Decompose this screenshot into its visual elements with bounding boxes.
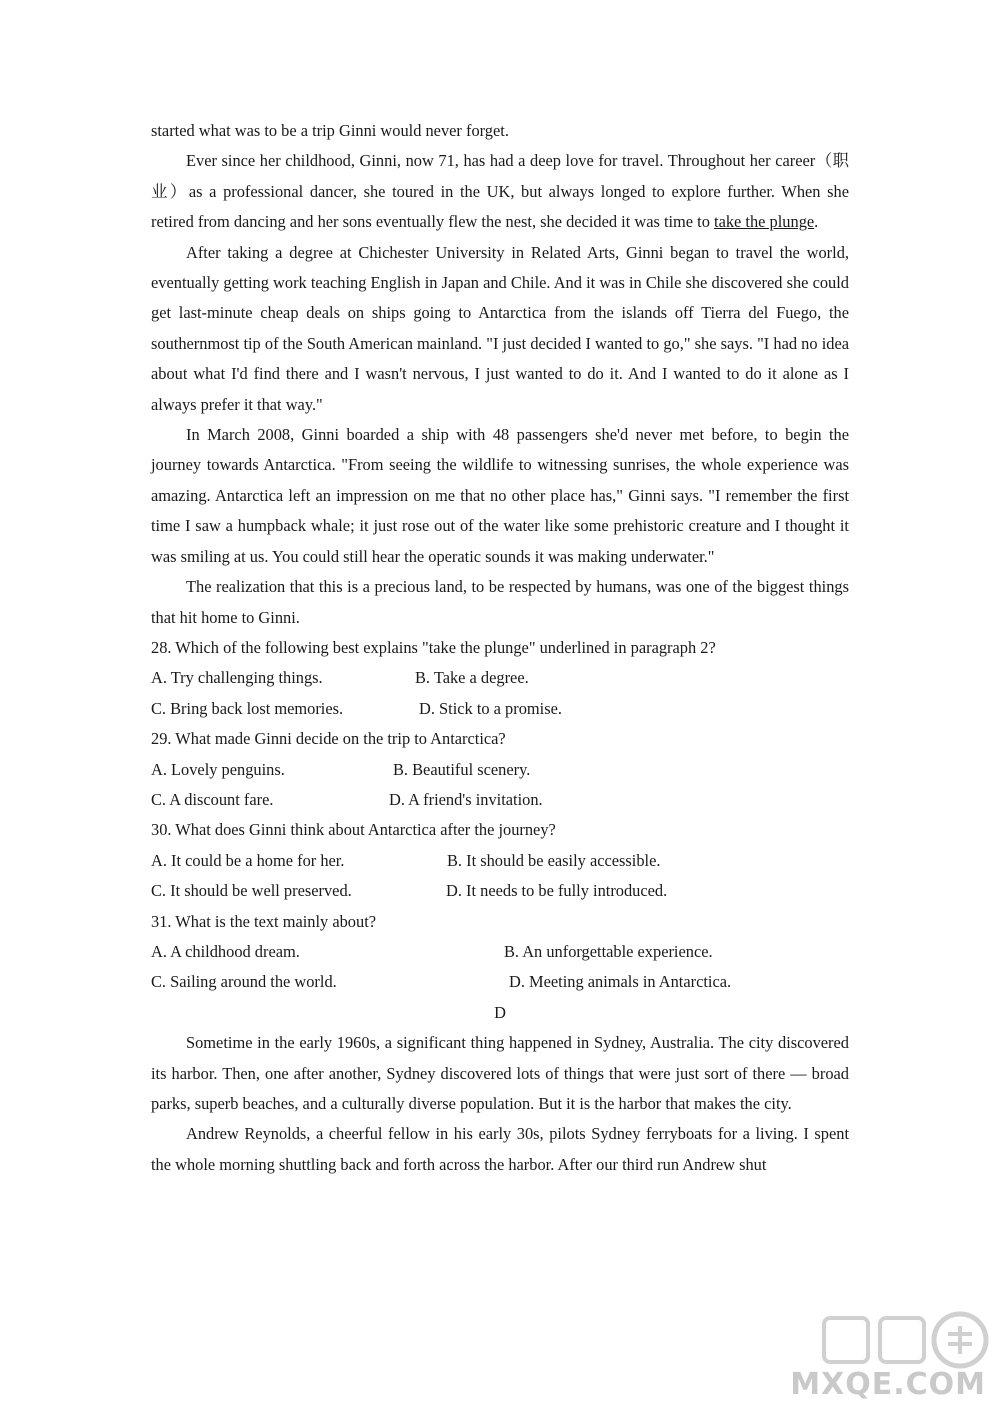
paragraph-4: In March 2008, Ginni boarded a ship with 48 passengers she'd never met before, to begin the journey towards Antarctica. "From seeing the wildlife to witnessing sunrises, the whole experience was amazing. Antarctica left an impression on me that no other place has," Ginni says. "I remember the first time I saw a humpback whale; it just rose out of the water like some prehistoric creature and I thought it was smiling at us. You could still hear the operatic sounds it was making underwater." — [151, 425, 849, 566]
question-30-options-row1 — [151, 846, 849, 876]
option-c: C. It should be well preserved. — [151, 881, 352, 901]
option-d: D. A friend's invitation. — [389, 789, 543, 809]
option-c: C. A discount fare. — [151, 789, 274, 809]
paragraph-2-end: . — [814, 212, 819, 232]
document-page — [151, 116, 849, 1180]
watermark-text: MXQE.COM — [790, 1367, 986, 1402]
option-b: B. Beautiful scenery. — [393, 759, 531, 779]
paragraph-2 — [151, 146, 849, 237]
question-30: 30. What does Ginni think about Antarctica after the journey? — [151, 820, 556, 840]
question-31-options-row1 — [151, 937, 849, 967]
option-d: D. Meeting animals in Antarctica. — [509, 972, 732, 992]
underlined-phrase: take the plunge — [714, 212, 815, 232]
question-31-options-row2 — [151, 967, 849, 997]
option-b: B. It should be easily accessible. — [447, 850, 661, 870]
section-d-paragraph-2: Andrew Reynolds, a cheerful fellow in his early 30s, pilots Sydney ferryboats for a living. I spent the whole morning shuttling back and forth across the harbor. After our third run Andrew shut — [151, 1124, 849, 1174]
question-29: 29. What made Ginni decide on the trip to Antarctica? — [151, 729, 506, 749]
option-a: A. A childhood dream. — [151, 941, 300, 961]
option-b: B. Take a degree. — [415, 668, 529, 688]
option-c: C. Bring back lost memories. — [151, 698, 344, 718]
watermark — [790, 1304, 994, 1408]
option-a: A. It could be a home for her. — [151, 850, 345, 870]
question-29-options-row2 — [151, 785, 849, 815]
question-31: 31. What is the text mainly about? — [151, 911, 377, 931]
question-28-options-row1 — [151, 663, 849, 693]
option-d: D. Stick to a promise. — [419, 698, 562, 718]
paragraph-3: After taking a degree at Chichester University in Related Arts, Ginni began to travel the world, eventually getting work teaching English in Japan and Chile. And it was in Chile she discovered she could get last-minute cheap deals on ships going to Antarctica from the islands off Tierra del Fuego, the southernmost tip of the South American mainland. "I just decided I wanted to go," she says. "I had no idea about what I'd find there and I wasn't nervous, I just wanted to do it. And I wanted to do it alone as I always prefer it that way." — [151, 242, 849, 414]
option-c: C. Sailing around the world. — [151, 972, 337, 992]
paragraph-5: The realization that this is a precious land, to be respected by humans, was one of the biggest things that hit home to Ginni. — [151, 577, 849, 627]
section-d-paragraph-1: Sometime in the early 1960s, a significant thing happened in Sydney, Australia. The city discovered its harbor. Then, one after another, Sydney discovered lots of things that were just sort of there — broad parks, superb beaches, and a culturally diverse population. But it is the harbor that makes the city. — [151, 1033, 849, 1113]
option-b: B. An unforgettable experience. — [504, 941, 713, 961]
question-29-options-row1 — [151, 755, 849, 785]
section-d-heading: D — [494, 1002, 506, 1022]
question-30-options-row2 — [151, 876, 849, 906]
option-a: A. Try challenging things. — [151, 668, 323, 688]
paragraph-continuation: started what was to be a trip Ginni would never forget. — [151, 121, 509, 140]
answer-stamp-logo-icon — [818, 1304, 994, 1374]
question-28-options-row2 — [151, 694, 849, 724]
option-a: A. Lovely penguins. — [151, 759, 285, 779]
question-28: 28. Which of the following best explains "take the plunge" underlined in paragraph 2? — [151, 637, 716, 657]
option-d: D. It needs to be fully introduced. — [446, 881, 668, 901]
paragraph-2-text: Ever since her childhood, Ginni, now 71, has had a deep love for travel. Throughout her career（职业）as a professional dancer, she toured in the UK, but always longed to explore further. When she retired from dancing and her sons eventually flew the nest, she decided it was time to — [151, 151, 849, 232]
